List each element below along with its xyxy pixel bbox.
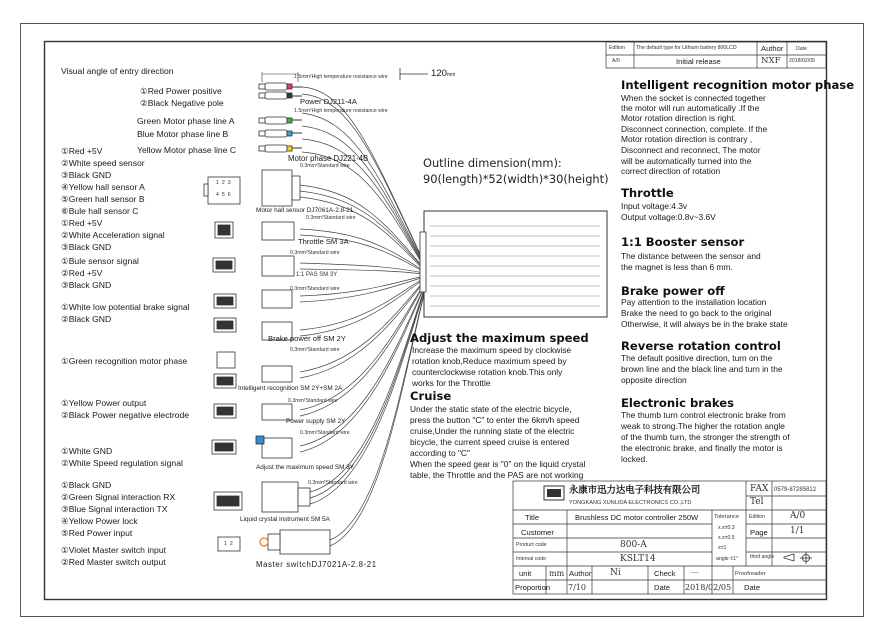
recognition-line-8: correct direction of rotation	[621, 166, 721, 176]
recognition-line-4: Disconnect connection, complete. If the	[621, 124, 768, 134]
company-name-en: YONGKANG XUNLIDA ELECTRONICS CO.,LTD	[569, 500, 692, 506]
outline-size: 90(length)*52(width)*30(height)	[423, 172, 609, 186]
reverse-line-3: opposite direction	[621, 375, 687, 385]
ebrake-line-2: weak to strong.The higher the rotation angle	[621, 421, 785, 431]
recognition-line-2: the motor will run automatically .If the	[621, 103, 760, 113]
throttle-connector	[215, 222, 294, 240]
ebrake-title: Electronic brakes	[621, 396, 734, 410]
edition-value: A/0	[790, 511, 806, 521]
cruise-line-7: table, the Throttle and the PAS are not working	[410, 470, 584, 480]
yellow-phase-c-label: Yellow Motor phase line C	[137, 145, 237, 155]
master-pins: 12	[224, 541, 236, 547]
tolerance-3: x±1	[718, 545, 727, 551]
proofreader-label: Proofreader	[735, 571, 766, 577]
standard-wire-label-2: 0.3mm²Standard wire	[306, 215, 356, 221]
black-negative-pole-label: ②Black Negative pole	[140, 98, 224, 108]
proportion-label: Proportion	[515, 583, 551, 592]
rev-default-type: The default type for Lithium battery 800LCD	[636, 45, 737, 51]
lcd-pin-3: ③Blue Signal interaction TX	[61, 504, 168, 514]
brake-title: Brake power off	[621, 284, 725, 298]
edition-label: Edition	[749, 514, 765, 520]
standard-wire-label-5: 0.3mm²Standard wire	[290, 347, 340, 353]
throttle-pin-2: ②White Acceleration signal	[61, 230, 165, 240]
lcd-pin-1: ①Black GND	[61, 480, 112, 490]
hall-bottom-pins: 456	[216, 192, 234, 198]
pas-pin-2: ②Red +5V	[61, 268, 103, 278]
length-dimension: 120mm	[431, 68, 456, 79]
ebrake-line-5: locked.	[621, 454, 648, 464]
master-pin-2: ②Red Master switch output	[61, 557, 166, 567]
hightemp-wire-label-1: 1.5mm²High temperature resistance wire	[294, 74, 388, 80]
power-supply-connector	[214, 404, 292, 420]
hall-pin-1: ①Red +5V	[61, 146, 103, 156]
customer-label: Customer	[521, 528, 554, 537]
fax-value: 0579-87285812	[774, 487, 817, 493]
hall-top-pins: 123	[216, 180, 234, 186]
adjust-line-3: counterclockwise rotation knob.This only	[412, 367, 563, 377]
cruise-line-5: according to "C"	[410, 448, 470, 458]
recognition-connector-label: Intelligent recognition SM 2Y+SM 2A	[238, 385, 343, 392]
cruise-line-3: cruise,Under the running state of the electric	[410, 426, 575, 436]
rev-date-value: 2018/02/05	[789, 58, 815, 64]
phase-bullets	[259, 117, 292, 152]
standard-wire-label-3: 0.3mm²Standard wire	[290, 250, 340, 256]
power-connector-label: Power DJ211-4A	[300, 97, 357, 106]
lcd-pin-4: ④Yellow Power lock	[61, 516, 138, 526]
power-supply-connector-label: Power supply SM 2Y	[286, 418, 346, 425]
recognition-pin-1: ①Green recognition motor phase	[61, 356, 188, 366]
brake-connector-label: Brake power off SM 2Y	[268, 334, 346, 343]
hall-pin-2: ②White speed sensor	[61, 158, 145, 168]
page-value: 1/1	[790, 526, 805, 536]
throttle-pin-3: ③Black GND	[61, 242, 112, 252]
brake-connector	[214, 290, 292, 340]
brake-line-1: Pay attention to the installation location	[621, 297, 767, 307]
fax-label: FAX	[750, 484, 769, 494]
rev-edition-value: A/0	[612, 58, 620, 64]
blue-phase-b-label: Blue Motor phase line B	[137, 129, 229, 139]
adjust-speed-connector-label: Adjust the maximum speed SM 3Y	[256, 464, 355, 471]
visual-angle-label: Visual angle of entry direction	[61, 66, 174, 76]
third-angle-symbol	[784, 552, 812, 564]
power-supply-pin-2: ②Black Power negative electrode	[61, 410, 190, 420]
outline-title: Outline dimension(mm):	[423, 156, 562, 170]
title-value: Brushless DC motor controller 250W	[575, 513, 699, 522]
standard-wire-label-7: 0.3mm²Standard wire	[300, 430, 350, 436]
product-code-label: Product code	[516, 542, 547, 548]
rev-edition-label: Edition	[609, 45, 625, 51]
rev-initial-release: Initial release	[676, 57, 721, 66]
throttle-line-1: Input voltage:4.3v	[621, 201, 688, 211]
company-logo	[544, 486, 564, 500]
throttle-pin-1: ①Red +5V	[61, 218, 103, 228]
tel-label: Tel	[750, 497, 764, 507]
brake-line-3: Otherwise, it will always be in the brake state	[621, 319, 788, 329]
throttle-connector-label: Throttle SM 3A	[298, 237, 349, 246]
recognition-line-7: will be automatically turned into the	[621, 156, 752, 166]
recognition-line-5: Motor rotation direction is contrary ,	[621, 134, 753, 144]
cruise-line-6: When the speed gear is "0" on the liquid crystal	[410, 459, 586, 469]
hall-pin-5: ⑤Green hall sensor B	[61, 194, 145, 204]
pas-connector-label: 1:1 PAS SM 3Y	[296, 272, 338, 278]
internal-code-label: Internal code	[516, 556, 546, 562]
brake-pin-2: ②Black GND	[61, 314, 112, 324]
green-phase-a-label: Green Motor phase line A	[137, 116, 235, 126]
standard-wire-label-1: 0.3mm²Standard wire	[300, 163, 350, 169]
lcd-pin-5: ⑤Red Power input	[61, 528, 133, 538]
adjust-line-2: rotation knob,Reduce maximum speed by	[412, 356, 567, 366]
cruise-line-2: press the button "C" to enter the 6km/h speed	[410, 415, 580, 425]
standard-wire-label-4: 0.3mm²Standard wire	[290, 286, 340, 292]
date-value: 2018/02/05	[685, 583, 732, 592]
ebrake-line-1: The thumb turn control electronic brake from	[621, 410, 786, 420]
ebrake-line-4: the electronic brake, and finally the motor is	[621, 443, 783, 453]
tolerance-2: x.x±0.5	[718, 535, 735, 541]
author-label: Author	[569, 569, 592, 578]
date-label: Date	[654, 583, 671, 592]
lcd-connector-label: Liquid crystal instrument SM 5A	[240, 516, 330, 523]
throttle-title: Throttle	[621, 186, 674, 200]
throttle-line-2: Output voltage:0.8v~3.6V	[621, 212, 716, 222]
pas-pin-1: ①Bule sensor signal	[61, 256, 139, 266]
hall-pin-3: ③Black GND	[61, 170, 112, 180]
adjust-line-4: works for the Throttle	[412, 378, 491, 388]
master-pin-1: ①Violet Master switch input	[61, 545, 166, 555]
check-label: Check	[654, 569, 676, 578]
reverse-line-1: The default positive direction, turn on the	[621, 353, 773, 363]
author-value: Ni	[610, 568, 621, 578]
brake-pin-1: ①White low potential brake signal	[61, 302, 190, 312]
pas-connector	[213, 256, 294, 276]
third-angle-label: third angle	[750, 554, 775, 560]
tolerance-label: Tolerance	[714, 514, 740, 520]
cruise-line-1: Under the static state of the electric bicycle,	[410, 404, 572, 414]
title-label: Title	[525, 513, 540, 522]
recognition-title: Intelligent recognition motor phase	[621, 78, 855, 92]
reverse-title: Reverse rotation control	[621, 339, 781, 353]
controller-body	[420, 211, 607, 317]
booster-line-1: The distance between the sensor and	[621, 251, 761, 261]
ebrake-line-3: of the thumb turn, the stronger the strength of	[621, 432, 790, 442]
cruise-title: Cruise	[410, 389, 452, 403]
page-label: Page	[750, 528, 768, 537]
date-label-2: Date	[744, 583, 761, 592]
recognition-connector	[214, 352, 292, 388]
unit-value: mm	[549, 569, 565, 578]
cruise-line-4: bicycle, the current speed cruise is entered	[410, 437, 570, 447]
proportion-value: 7/10	[568, 583, 586, 592]
power-supply-pin-1: ①Yellow Power output	[61, 398, 147, 408]
standard-wire-label-6: 0.3mm²Standard wire	[288, 398, 338, 404]
recognition-line-3: Motor rotation direction is right.	[621, 113, 736, 123]
rev-author-label: Author	[761, 44, 784, 53]
company-name-cn: 永康市迅力达电子科技有限公司	[569, 485, 701, 496]
hall-pin-4: ④Yellow hall sensor A	[61, 182, 145, 192]
hall-pin-6: ⑥Bule hall sensor C	[61, 206, 139, 216]
check-value: -----	[690, 570, 699, 576]
brake-line-2: Brake the need to go back to the original	[621, 308, 772, 318]
adjust-speed-connector	[212, 436, 292, 458]
pas-pin-3: ③Black GND	[61, 280, 112, 290]
red-power-positive-label: ①Red Power positive	[140, 86, 222, 96]
angle-tolerance: angle ±1°	[716, 556, 738, 562]
rev-date-label: Date	[796, 46, 807, 52]
motor-phase-label: Motor phase DJ221-4B	[288, 154, 369, 163]
internal-code-value: KSLT14	[620, 554, 656, 564]
booster-title: 1:1 Booster sensor	[621, 235, 745, 249]
product-code-value: 800-A	[620, 540, 647, 550]
reverse-line-2: brown line and the black line and turn in the	[621, 364, 783, 374]
standard-wire-label-8: 0.3mm²Standard wire	[308, 480, 358, 486]
master-switch-label: Master switchDJ7021A-2.8-21	[256, 560, 377, 569]
power-bullets	[259, 83, 292, 99]
tolerance-1: x.x±0.3	[718, 525, 735, 531]
adjust-speed-title: Adjust the maximum speed	[410, 331, 589, 345]
hightemp-wire-label-2: 1.5mm²High temperature resistance wire	[294, 108, 388, 114]
booster-line-2: the magnet is less than 6 mm.	[621, 262, 733, 272]
lcd-pin-2: ②Green Signal interaction RX	[61, 492, 176, 502]
adjust-line-1: Increase the maximum speed by clockwise	[412, 345, 572, 355]
lcd-connector	[214, 482, 310, 512]
speed-reg-pin-1: ①White GND	[61, 446, 113, 456]
recognition-line-1: When the socket is connected together	[621, 93, 766, 103]
hall-connector	[204, 170, 300, 206]
unit-label: unit	[519, 569, 532, 578]
rev-author-value: NXF	[761, 56, 781, 66]
speed-reg-pin-2: ②White Speed regulation signal	[61, 458, 183, 468]
recognition-line-6: Disconnect and reconnect, The motor	[621, 145, 761, 155]
motor-hall-label: Motor hall sensor DJ7061A-2.8-21	[256, 207, 354, 214]
